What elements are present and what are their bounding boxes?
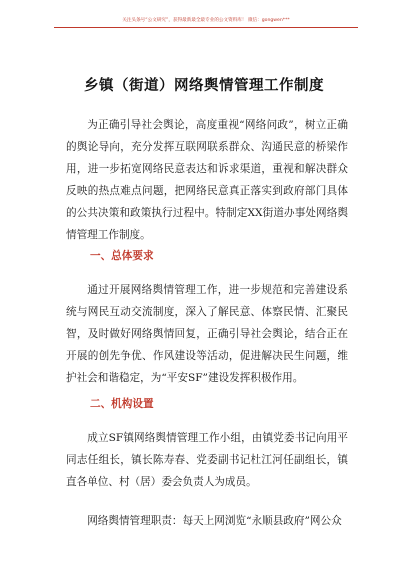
section-paragraph-organization: 成立SF镇网络舆情管理工作小组，由镇党委书记向用平同志任组长，镇长陈寿春、党委副书记杜江河任副组长，镇直各单位、村（居）委会负责人为成员。 — [66, 432, 348, 488]
section-heading-overview: 一、总体要求 — [90, 250, 154, 262]
section-heading-organization: 二、机构设置 — [90, 398, 154, 410]
section-paragraph-overview: 通过开展网络舆情管理工作，进一步规范和完善建设系统与网民互动交流制度，深入了解民意、体察民情、汇聚民智，及时做好网络舆情回复，正确引导社会舆论，结合正在开展的创先争优、作风建设等活动，促进解决民生问题，维护社会和谐稳定，为“平安SF”建设发挥积极作用。 — [66, 284, 348, 384]
section-paragraph-duties: 网络舆情管理职责：每天上网浏览“永顺县政府”网公众 — [87, 515, 342, 527]
header-notice: 关注头条号“公文研究”，获得最新最全最专业的公文资料库！ 微信：gongwen*** — [54, 14, 358, 28]
intro-paragraph: 为正确引导社会舆论，高度重视“网络问政”，树立正确的舆论导向，充分发挥互联网联系群众、沟通民意的桥梁作用，进一步拓宽网络民意表达和诉求渠道，重视和解决群众反映的热点难点问题，把网络民意真正落实到政府部门具体的公共决策和政策执行过程中。特制定XX街道办事处网络舆情管理工作制度。 — [66, 119, 348, 241]
document-title: 乡镇（街道）网络舆情管理工作制度 — [84, 78, 324, 94]
